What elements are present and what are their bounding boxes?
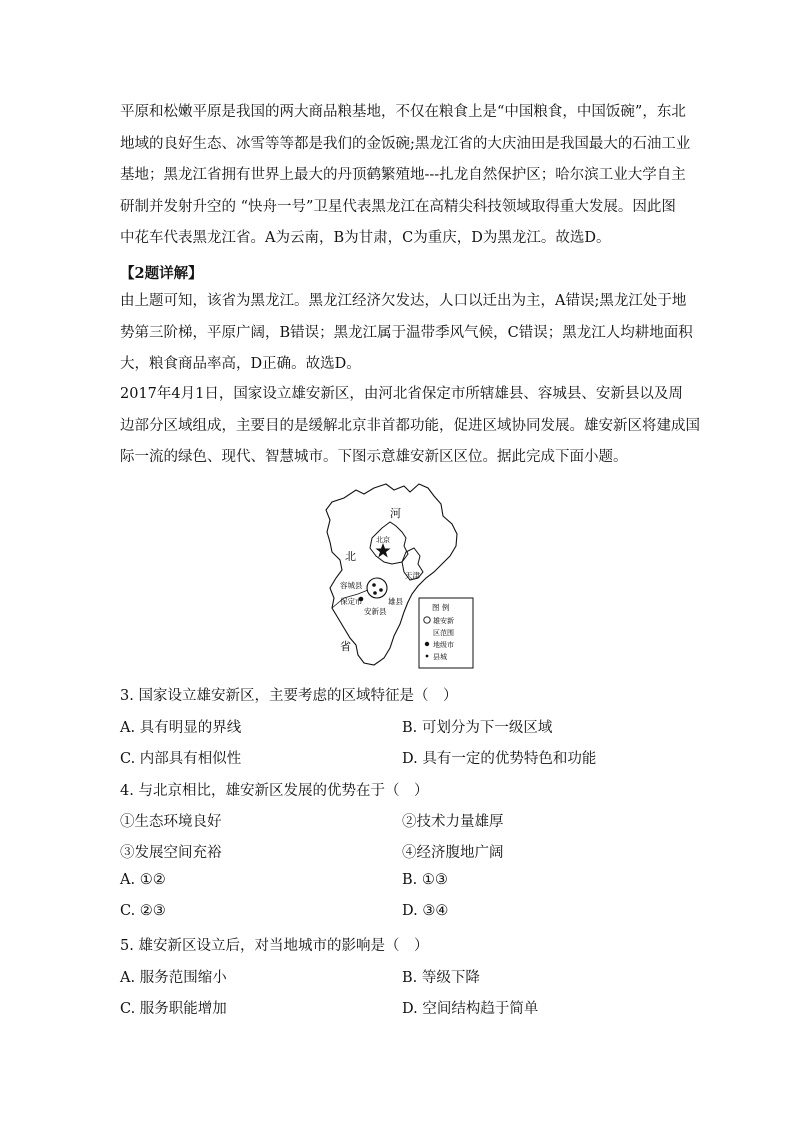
xiongxian-dot <box>379 588 383 592</box>
question-4-item-2: ②技术力量雄厚 <box>402 814 504 830</box>
question-5-option-c: C. 服务职能增加 <box>120 1001 227 1017</box>
text-line: 中花车代表黑龙江省。A为云南，B为甘肃，C为重庆，D为黑龙江。故选D。 <box>120 230 611 246</box>
map-legend <box>419 598 473 668</box>
text-line: 际一流的绿色、现代、智慧城市。下图示意雄安新区区位。据此完成下面小题。 <box>120 449 628 465</box>
map-label-xiongxian: 雄县 <box>388 597 403 606</box>
map-label-tianjin: 天津 <box>405 571 420 580</box>
question-4-item-4: ④经济腹地广阔 <box>402 845 504 861</box>
legend-xiongan-line1: 雄安新 <box>433 617 454 625</box>
map-label-beijing: 北京 <box>376 536 390 544</box>
question-3-option-c: C. 内部具有相似性 <box>120 751 242 767</box>
intro-paragraph <box>120 379 700 474</box>
legend-county-label: 县城 <box>433 653 447 661</box>
map-svg <box>324 480 476 672</box>
question-4-option-d: D. ③④ <box>402 903 449 919</box>
map-label-anxin: 安新县 <box>364 607 387 616</box>
question-5-option-a: A. 服务范围缩小 <box>120 970 227 986</box>
text-line: 基地；黑龙江省拥有世界上最大的丹顶鹤繁殖地---扎龙自然保护区；哈尔滨工业大学自主 <box>120 167 686 183</box>
question-4-option-b: B. ①③ <box>402 872 448 888</box>
legend-title: 图 例 <box>432 603 450 612</box>
question-4-item-1: ①生态环境良好 <box>120 814 222 830</box>
text-line: 研制并发射升空的 “快舟一号”卫星代表黑龙江在高精尖科技领域取得重大发展。因此图 <box>120 198 676 215</box>
question-3-option-a: A. 具有明显的界线 <box>120 720 242 736</box>
text-line: 边部分区域组成，主要目的是缓解北京非首都功能，促进区域协同发展。雄安新区将建成国 <box>120 417 700 434</box>
question-5-option-b: B. 等级下降 <box>402 970 480 986</box>
xiongan-new-area-circle <box>367 578 387 598</box>
question-3-option-d: D. 具有一定的优势特色和功能 <box>402 751 597 767</box>
text-line: 势第三阶梯，平原广阔，B错误；黑龙江属于温带季风气候，C错误；黑龙江人均耕地面积 <box>120 324 693 341</box>
map-label-rongcheng: 容城县 <box>340 581 363 590</box>
question-4-option-a: A. ①② <box>120 872 166 888</box>
legend-county-dot-icon <box>426 655 429 658</box>
anxin-dot <box>373 591 377 595</box>
text-line: 大，粮食商品率高，D正确。故选D。 <box>120 356 361 372</box>
question-5-stem: 5. 雄安新区设立后，对当地城市的影响是（ ） <box>120 938 429 954</box>
beijing-star-icon <box>376 543 391 558</box>
text-line: 地域的良好生态、冰雪等等都是我们的金饭碗;黑龙江省的大庆油田是我国最大的石油工业 <box>120 135 691 152</box>
map-label-baoding: 保定市 <box>340 597 363 606</box>
answer-paragraph-1 <box>120 97 691 255</box>
text-line: 由上题可知，该省为黑龙江。黑龙江经济欠发达，人口以迁出为主，A错误;黑龙江处于地 <box>120 293 687 309</box>
text-line: 2017年4月1日，国家设立雄安新区，由河北省保定市所辖雄县、容城县、安新县以及周 <box>120 386 683 402</box>
answer-paragraph-2 <box>120 286 693 381</box>
legend-xiongan-line2: 区范围 <box>433 629 454 637</box>
question-3-stem: 3. 国家设立雄安新区，主要考虑的区域特征是（ ） <box>120 688 458 704</box>
legend-city-label: 地级市 <box>433 641 454 649</box>
question-4-item-3: ③发展空间充裕 <box>120 845 222 861</box>
xiongan-location-map <box>324 480 476 672</box>
text-line: 平原和松嫩平原是我国的两大商品粮基地，不仅在粮食上是“中国粮食，中国饭碗”，东北 <box>120 104 686 120</box>
rongcheng-dot <box>372 583 376 587</box>
map-label-sheng: 省 <box>340 640 351 653</box>
question-4-option-c: C. ②③ <box>120 903 166 919</box>
question-5-option-d: D. 空间结构趋于简单 <box>402 1001 539 1017</box>
legend-city-dot-icon <box>425 642 429 646</box>
question-4-stem: 4. 与北京相比，雄安新区发展的优势在于（ ） <box>120 783 429 799</box>
map-label-he: 河 <box>390 507 401 520</box>
question-3-option-b: B. 可划分为下一级区域 <box>402 720 553 736</box>
map-label-bei: 北 <box>345 550 356 563</box>
section-heading-q2: 【2题详解】 <box>120 265 203 282</box>
